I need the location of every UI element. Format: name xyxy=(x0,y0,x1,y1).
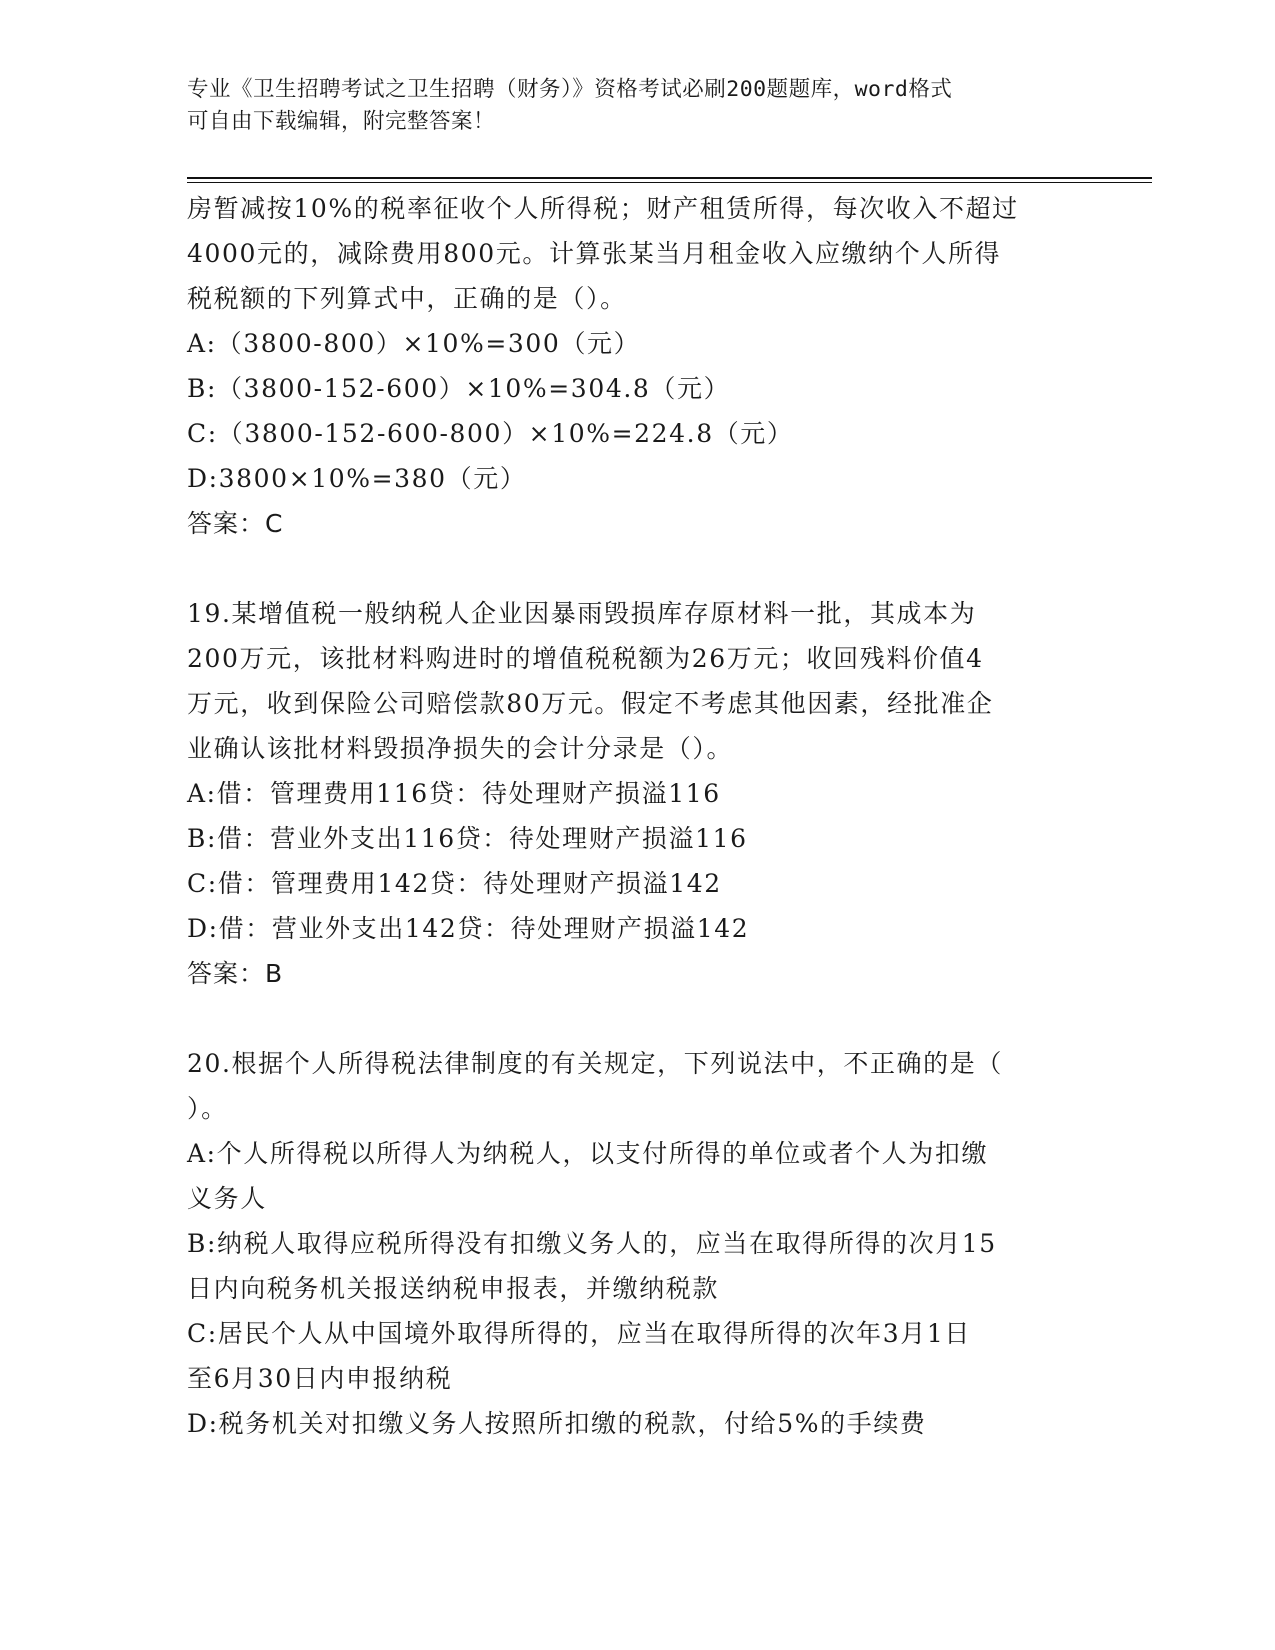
option-a: A:（3800-800）×10%=300（元） xyxy=(187,329,641,358)
option-d: D:借：营业外支出142贷：待处理财产损溢142 xyxy=(187,914,750,943)
header-rule-thin xyxy=(187,182,1152,183)
option-d: D:3800×10%=380（元） xyxy=(187,464,527,493)
option-a-line-1: A:个人所得税以所得人为纳税人，以支付所得的单位或者个人为扣缴 xyxy=(187,1139,989,1168)
question-18 xyxy=(187,186,1087,546)
option-c-line-1: C:居民个人从中国境外取得所得的，应当在取得所得的次年3月1日 xyxy=(187,1319,971,1348)
question-text-line: 税税额的下列算式中，正确的是（）。 xyxy=(187,284,627,313)
header-rule-thick xyxy=(187,177,1152,179)
option-b-line-2: 日内向税务机关报送纳税申报表，并缴纳税款 xyxy=(187,1274,720,1303)
page-header xyxy=(187,74,1067,138)
option-d-line-1: D:税务机关对扣缴义务人按照所扣缴的税款，付给5%的手续费 xyxy=(187,1409,927,1438)
option-b: B:借：营业外支出116贷：待处理财产损溢116 xyxy=(187,824,748,853)
question-20 xyxy=(187,1041,1087,1446)
question-text-line: 4000元的，减除费用800元。计算张某当月租金收入应缴纳个人所得 xyxy=(187,239,1002,268)
question-19 xyxy=(187,591,1087,996)
question-text-line: 业确认该批材料毁损净损失的会计分录是（）。 xyxy=(187,734,734,763)
spacer xyxy=(187,546,1087,591)
question-text-line: 万元，收到保险公司赔偿款80万元。假定不考虑其他因素，经批准企 xyxy=(187,689,994,718)
option-c: C:（3800-152-600-800）×10%=224.8（元） xyxy=(187,419,794,448)
header-line-1: 专业《卫生招聘考试之卫生招聘（财务）》资格考试必刷200题题库，word格式 xyxy=(187,77,953,102)
question-text-line: 20.根据个人所得税法律制度的有关规定，下列说法中，不正确的是（ xyxy=(187,1049,1003,1078)
answer-line: 答案：C xyxy=(187,509,284,538)
question-text-line: 房暂减按10%的税率征收个人所得税；财产租赁所得，每次收入不超过 xyxy=(187,194,1019,223)
option-c-line-2: 至6月30日内申报纳税 xyxy=(187,1364,453,1393)
answer-line: 答案：B xyxy=(187,959,284,988)
question-text-line: 200万元，该批材料购进时的增值税税额为26万元；收回残料价值4 xyxy=(187,644,984,673)
question-text-line: ）。 xyxy=(187,1094,228,1123)
option-a-line-2: 义务人 xyxy=(187,1184,267,1213)
option-a: A:借：管理费用116贷：待处理财产损溢116 xyxy=(187,779,721,808)
document-body xyxy=(187,186,1087,1446)
option-c: C:借：管理费用142贷：待处理财产损溢142 xyxy=(187,869,722,898)
spacer xyxy=(187,996,1087,1041)
option-b-line-1: B:纳税人取得应税所得没有扣缴义务人的，应当在取得所得的次月15 xyxy=(187,1229,997,1258)
option-b: B:（3800-152-600）×10%=304.8（元） xyxy=(187,374,731,403)
header-line-2: 可自由下载编辑，附完整答案！ xyxy=(187,109,496,134)
question-text-line: 19.某增值税一般纳税人企业因暴雨毁损库存原材料一批，其成本为 xyxy=(187,599,977,628)
